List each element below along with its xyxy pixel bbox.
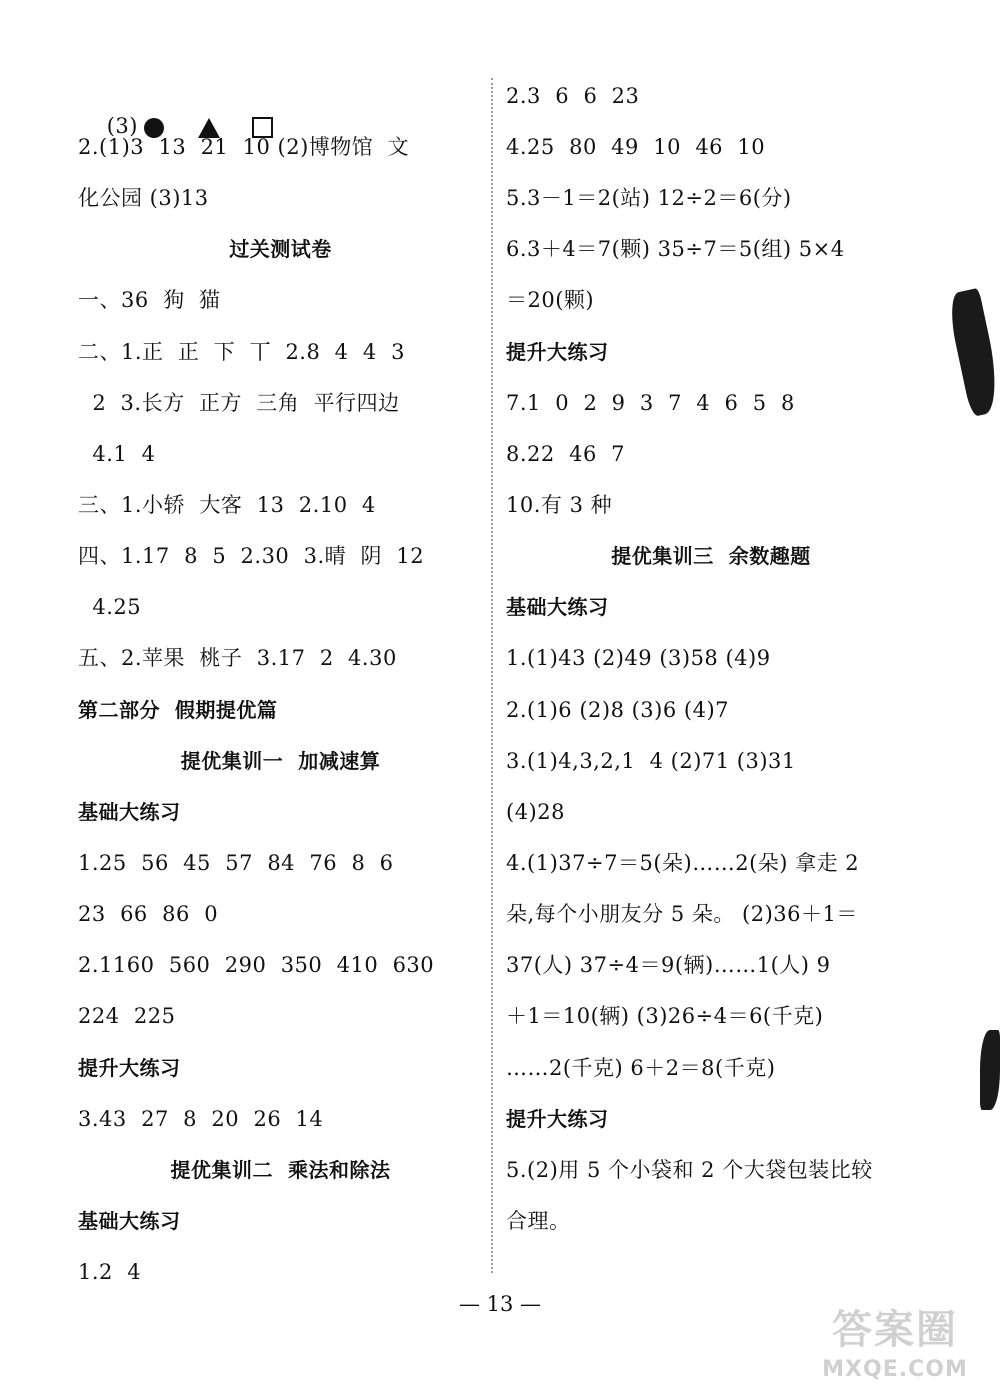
part-title: 第二部分 假期提优篇 — [78, 698, 278, 722]
answer-line: 4.1 4 — [78, 442, 156, 466]
answer-line: 三、1.小轿 大客 13 2.10 4 — [78, 493, 376, 517]
answer-line: ＋1＝10(辆) (3)26÷4＝6(千克) — [506, 1004, 824, 1028]
answer-line: 8.22 46 7 — [506, 442, 626, 466]
answer-line: 4.(1)37÷7＝5(朵)……2(朵) 拿走 2 — [506, 851, 860, 875]
answer-line: 四、1.17 8 5 2.30 3.晴 阴 12 — [78, 544, 425, 568]
column-divider — [491, 78, 493, 1273]
subsection-title: 基础大练习 — [78, 800, 181, 824]
scan-ink-mark — [945, 288, 1000, 417]
answer-line: (4)28 — [506, 800, 565, 824]
section-title: 提优集训二 乘法和除法 — [170, 1158, 391, 1182]
answer-line: 2.1160 560 290 350 410 630 — [78, 953, 435, 977]
answer-line: 五、2.苹果 桃子 3.17 2 4.30 — [78, 646, 397, 670]
watermark-url: MXQE.COM — [822, 1357, 968, 1382]
section-title: 提优集训一 加减速算 — [180, 749, 381, 773]
scan-ink-mark — [980, 1030, 1000, 1110]
answer-line: 3.(1)4,3,2,1 4 (2)71 (3)31 — [506, 749, 796, 773]
answer-line: 2 3.长方 正方 三角 平行四边 — [78, 391, 400, 415]
answer-line: 3.43 27 8 20 26 14 — [78, 1107, 324, 1131]
answer-line: 37(人) 37÷4＝9(辆)……1(人) 9 — [506, 953, 831, 977]
answer-line: 1.25 56 45 57 84 76 8 6 — [78, 851, 394, 875]
answer-line: ＝20(颗) — [506, 288, 595, 312]
answer-line: 7.1 0 2 9 3 7 4 6 5 8 — [506, 391, 795, 415]
section-title: 提优集训三 余数趣题 — [611, 544, 811, 568]
subsection-title: 基础大练习 — [78, 1209, 181, 1233]
answer-line: 5.3－1＝2(站) 12÷2＝6(分) — [506, 186, 792, 210]
answer-line: 5.(2)用 5 个小袋和 2 个大袋包装比较 — [506, 1158, 873, 1182]
answer-line: 化公园 (3)13 — [78, 186, 209, 210]
answer-line: 23 66 86 0 — [78, 902, 219, 926]
answer-line: 224 225 — [78, 1004, 176, 1028]
page-number: — 13 — — [458, 1292, 542, 1316]
answer-line: 10.有 3 种 — [506, 493, 613, 517]
answer-line: 1.(1)43 (2)49 (3)58 (4)9 — [506, 646, 771, 670]
answer-line: 2.3 6 6 23 — [506, 84, 640, 108]
answer-line: 6.3＋4＝7(颗) 35÷7＝5(组) 5×4 — [506, 237, 845, 261]
watermark-logo — [800, 1305, 990, 1395]
answer-line: 2.(1)6 (2)8 (3)6 (4)7 — [506, 698, 729, 722]
shapes-answer-line — [78, 81, 273, 138]
answer-prefix: (3) — [106, 114, 138, 138]
subsection-title: 基础大练习 — [506, 595, 609, 619]
answer-line: 二、1.正 正 下 丅 2.8 4 4 3 — [78, 340, 405, 364]
answer-line: 4.25 80 49 10 46 10 — [506, 135, 766, 159]
answer-line: 合理。 — [506, 1209, 571, 1233]
section-title: 过关测试卷 — [229, 237, 332, 261]
watermark-logo-text: 答案圈 — [832, 1307, 958, 1353]
answer-line: 一、36 狗 猫 — [78, 288, 221, 312]
answer-line: 朵,每个小朋友分 5 朵。 (2)36＋1＝ — [506, 902, 858, 926]
subsection-title: 提升大练习 — [506, 340, 609, 364]
subsection-title: 提升大练习 — [78, 1056, 181, 1080]
answer-line: ……2(千克) 6＋2＝8(千克) — [506, 1056, 776, 1080]
answer-line: 4.25 — [78, 595, 142, 619]
subsection-title: 提升大练习 — [506, 1107, 609, 1131]
answer-line: 2.(1)3 13 21 10 (2)博物馆 文 — [78, 135, 410, 159]
answer-line: 1.2 4 — [78, 1260, 142, 1284]
